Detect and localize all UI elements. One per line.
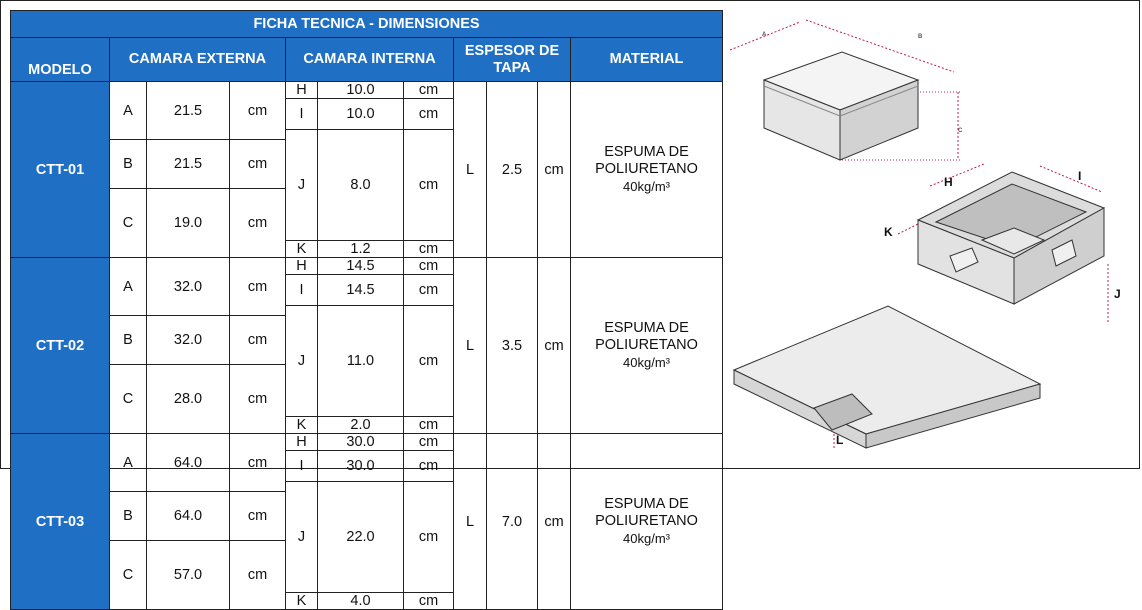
- int-dim-letter: J: [286, 130, 318, 241]
- table-row: [11, 82, 723, 99]
- int-dim-letter: I: [286, 275, 318, 306]
- material-line: 40kg/m³: [623, 530, 670, 546]
- ext-dim-unit: cm: [230, 365, 286, 434]
- int-dim-value: 4.0: [318, 593, 404, 610]
- ext-dim-letter: B: [110, 316, 147, 365]
- int-dim-unit: cm: [404, 99, 454, 130]
- ext-dim-unit: cm: [230, 541, 286, 610]
- material-cell: [571, 258, 723, 434]
- dimension-drawings: [722, 10, 1130, 462]
- ext-dim-value: 28.0: [147, 365, 230, 434]
- model-name: CTT-01: [11, 82, 110, 258]
- material-line: ESPUMA DE: [604, 143, 689, 160]
- ext-dim-letter: A: [110, 434, 147, 492]
- int-dim-letter: I: [286, 99, 318, 130]
- int-dim-value: 30.0: [318, 434, 404, 451]
- ext-dim-unit: cm: [230, 258, 286, 316]
- ext-dim-value: 19.0: [147, 189, 230, 258]
- lid-dim-unit: cm: [538, 82, 571, 258]
- material-line: 40kg/m³: [623, 178, 670, 194]
- material-cell: [571, 82, 723, 258]
- int-dim-unit: cm: [404, 82, 454, 99]
- int-dim-letter: H: [286, 434, 318, 451]
- label-b: B: [918, 34, 923, 40]
- int-dim-unit: cm: [404, 593, 454, 610]
- ext-dim-letter: A: [110, 82, 147, 140]
- int-dim-value: 14.5: [318, 258, 404, 275]
- label-h: H: [944, 175, 953, 189]
- model-name: CTT-03: [11, 434, 110, 610]
- header-camara-externa: CAMARA EXTERNA: [110, 38, 286, 82]
- material-line: POLIURETANO: [595, 336, 698, 353]
- ext-dim-unit: cm: [230, 189, 286, 258]
- label-c: C: [958, 128, 963, 134]
- ext-dim-letter: B: [110, 140, 147, 189]
- int-dim-value: 14.5: [318, 275, 404, 306]
- ext-dim-letter: B: [110, 492, 147, 541]
- open-box-drawing: [898, 164, 1108, 322]
- material-line: ESPUMA DE: [604, 495, 689, 512]
- int-dim-unit: cm: [404, 275, 454, 306]
- ext-dim-letter: C: [110, 541, 147, 610]
- lid-dim-value: 2.5: [487, 82, 538, 258]
- header-espesor-tapa: ESPESOR DE TAPA: [454, 38, 571, 82]
- int-dim-letter: J: [286, 306, 318, 417]
- int-dim-letter: K: [286, 241, 318, 258]
- int-dim-value: 10.0: [318, 99, 404, 130]
- int-dim-value: 2.0: [318, 417, 404, 434]
- spec-table: [10, 10, 723, 610]
- isometric-drawings: [722, 10, 1130, 462]
- lid-dim-letter: L: [454, 258, 487, 434]
- int-dim-unit: cm: [404, 417, 454, 434]
- table-row: [11, 258, 723, 275]
- lid-dim-letter: L: [454, 82, 487, 258]
- int-dim-unit: cm: [404, 306, 454, 417]
- ext-dim-value: 57.0: [147, 541, 230, 610]
- ext-dim-unit: cm: [230, 492, 286, 541]
- ext-dim-letter: C: [110, 189, 147, 258]
- int-dim-unit: cm: [404, 451, 454, 482]
- ext-dim-letter: C: [110, 365, 147, 434]
- material-line: POLIURETANO: [595, 160, 698, 177]
- label-l: L: [836, 433, 844, 447]
- int-dim-letter: K: [286, 417, 318, 434]
- lid-dim-unit: cm: [538, 258, 571, 434]
- label-a: A: [762, 32, 767, 38]
- material-line: 40kg/m³: [623, 354, 670, 370]
- ext-dim-value: 21.5: [147, 82, 230, 140]
- ext-dim-letter: A: [110, 258, 147, 316]
- label-j: J: [1114, 287, 1121, 301]
- int-dim-letter: H: [286, 258, 318, 275]
- lid-dim-value: 7.0: [487, 434, 538, 610]
- ext-dim-value: 32.0: [147, 316, 230, 365]
- int-dim-unit: cm: [404, 258, 454, 275]
- int-dim-letter: K: [286, 593, 318, 610]
- int-dim-unit: cm: [404, 241, 454, 258]
- int-dim-letter: I: [286, 451, 318, 482]
- label-i: I: [1078, 169, 1082, 183]
- int-dim-letter: H: [286, 82, 318, 99]
- int-dim-value: 22.0: [318, 482, 404, 593]
- lid-dim-letter: L: [454, 434, 487, 610]
- lid-dim-unit: cm: [538, 434, 571, 610]
- ext-dim-value: 64.0: [147, 434, 230, 492]
- material-line: ESPUMA DE: [604, 319, 689, 336]
- header-material: MATERIAL: [571, 38, 723, 82]
- ext-dim-unit: cm: [230, 140, 286, 189]
- ext-dim-unit: cm: [230, 434, 286, 492]
- int-dim-value: 1.2: [318, 241, 404, 258]
- header-camara-interna: CAMARA INTERNA: [286, 38, 454, 82]
- int-dim-letter: J: [286, 482, 318, 593]
- ext-dim-value: 64.0: [147, 492, 230, 541]
- lid-dim-value: 3.5: [487, 258, 538, 434]
- material-cell: [571, 434, 723, 610]
- int-dim-value: 11.0: [318, 306, 404, 417]
- int-dim-unit: cm: [404, 130, 454, 241]
- closed-box-drawing: [730, 20, 962, 160]
- ext-dim-unit: cm: [230, 82, 286, 140]
- ext-dim-value: 21.5: [147, 140, 230, 189]
- table-title: FICHA TECNICA - DIMENSIONES: [11, 11, 723, 38]
- lid-drawing: [734, 306, 1040, 448]
- label-k: K: [884, 225, 893, 239]
- model-name: CTT-02: [11, 258, 110, 434]
- int-dim-value: 30.0: [318, 451, 404, 482]
- int-dim-unit: cm: [404, 482, 454, 593]
- int-dim-value: 10.0: [318, 82, 404, 99]
- table-row: [11, 434, 723, 451]
- int-dim-unit: cm: [404, 434, 454, 451]
- material-line: POLIURETANO: [595, 512, 698, 529]
- ext-dim-value: 32.0: [147, 258, 230, 316]
- int-dim-value: 8.0: [318, 130, 404, 241]
- header-modelo: MODELO: [11, 38, 110, 82]
- ext-dim-unit: cm: [230, 316, 286, 365]
